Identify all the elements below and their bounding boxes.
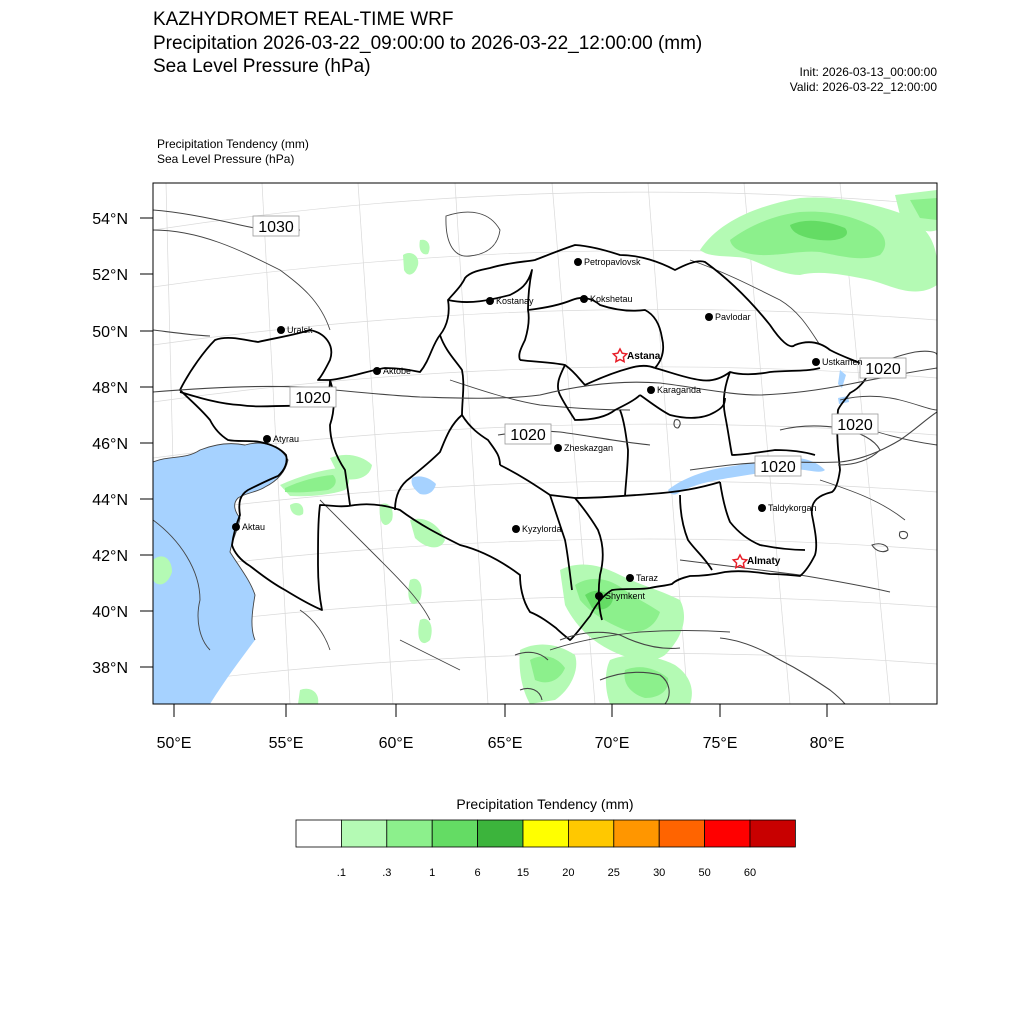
city-marker xyxy=(277,325,313,335)
svg-text:Kyzylorda: Kyzylorda xyxy=(522,524,562,534)
lat-tick-label: 38°N xyxy=(92,660,128,677)
colorbar-swatch xyxy=(614,820,659,847)
lon-tick-label: 70°E xyxy=(594,735,630,752)
svg-text:Karaganda: Karaganda xyxy=(657,385,702,395)
capital-marker xyxy=(733,555,780,568)
field-label-precip: Precipitation Tendency (mm) xyxy=(157,137,309,151)
colorbar-swatch xyxy=(568,820,613,847)
svg-text:Ustkamen: Ustkamen xyxy=(822,357,863,367)
lat-tick-label: 48°N xyxy=(92,380,128,397)
lon-tick-label: 55°E xyxy=(268,735,304,752)
svg-text:1020: 1020 xyxy=(865,361,901,378)
lat-tick-label: 40°N xyxy=(92,604,128,621)
latitude-axis xyxy=(92,211,153,677)
colorbar-tick-label: .3 xyxy=(382,867,392,879)
colorbar-tick-label: 1 xyxy=(429,867,436,879)
svg-text:Astana: Astana xyxy=(627,351,661,362)
lon-tick-label: 65°E xyxy=(487,735,523,752)
svg-text:Shymkent: Shymkent xyxy=(605,591,646,601)
colorbar-tick-label: 25 xyxy=(607,867,620,879)
colorbar-swatch xyxy=(387,820,432,847)
svg-text:Zheskazgan: Zheskazgan xyxy=(564,443,614,453)
svg-text:Atyrau: Atyrau xyxy=(273,434,300,444)
isobar-label xyxy=(253,216,299,236)
city-marker xyxy=(626,573,659,583)
colorbar-swatch xyxy=(750,820,795,847)
colorbar-tick-label: 6 xyxy=(474,867,481,879)
chart-title-line3: Sea Level Pressure (hPa) xyxy=(153,56,371,77)
city-marker xyxy=(580,294,633,304)
svg-text:Pavlodar: Pavlodar xyxy=(715,312,751,322)
isobar-label xyxy=(505,424,551,444)
capital-marker xyxy=(613,349,660,362)
colorbar-tick-label: .1 xyxy=(336,867,346,879)
svg-text:1020: 1020 xyxy=(295,390,331,407)
init-time: Init: 2026-03-13_00:00:00 xyxy=(799,65,937,79)
colorbar-swatch xyxy=(478,820,523,847)
svg-text:1020: 1020 xyxy=(510,427,546,444)
isobar-label xyxy=(860,358,906,378)
lat-tick-label: 46°N xyxy=(92,436,128,453)
city-marker xyxy=(232,522,265,532)
isobar-1020 xyxy=(153,368,937,398)
svg-text:Kokshetau: Kokshetau xyxy=(590,294,633,304)
lat-tick-label: 44°N xyxy=(92,492,128,509)
svg-text:Uralsk: Uralsk xyxy=(287,325,313,335)
colorbar-tick-label: 30 xyxy=(653,867,666,879)
colorbar-swatch xyxy=(705,820,750,847)
chart-title-line2: Precipitation 2026-03-22_09:00:00 to 2026-03-22_12:00:00 (mm) xyxy=(153,33,703,54)
colorbar-swatch xyxy=(659,820,704,847)
city-marker xyxy=(512,524,562,534)
svg-text:Taldykorgan: Taldykorgan xyxy=(768,503,817,513)
lat-tick-label: 42°N xyxy=(92,548,128,565)
svg-text:1030: 1030 xyxy=(258,219,294,236)
city-marker xyxy=(647,385,701,395)
isobar-1020-south xyxy=(690,412,937,470)
field-label-slp: Sea Level Pressure (hPa) xyxy=(157,152,295,166)
lat-tick-label: 50°N xyxy=(92,324,128,341)
svg-text:Aktau: Aktau xyxy=(242,522,266,532)
city-marker xyxy=(812,357,863,367)
city-marker xyxy=(758,503,817,513)
lat-tick-label: 54°N xyxy=(92,211,128,228)
colorbar-tick-label: 15 xyxy=(516,867,530,879)
aral-sea xyxy=(412,476,436,494)
city-marker xyxy=(574,257,641,267)
svg-text:1020: 1020 xyxy=(760,459,796,476)
colorbar-title: Precipitation Tendency (mm) xyxy=(456,796,634,812)
caspian-sea xyxy=(153,443,288,704)
lat-tick-label: 52°N xyxy=(92,267,128,284)
colorbar-swatch xyxy=(523,820,568,847)
city-marker xyxy=(554,443,613,453)
isobar-label xyxy=(832,414,878,434)
svg-text:Aktobe: Aktobe xyxy=(383,366,412,376)
svg-text:Petropavlovsk: Petropavlovsk xyxy=(584,257,641,267)
city-marker xyxy=(486,296,534,306)
colorbar xyxy=(296,820,795,847)
lon-tick-label: 60°E xyxy=(378,735,414,752)
lon-tick-label: 80°E xyxy=(809,735,845,752)
city-marker xyxy=(373,366,411,376)
colorbar-tick-label: 20 xyxy=(562,867,575,879)
isobar-label xyxy=(290,387,336,407)
svg-text:Almaty: Almaty xyxy=(747,556,781,567)
city-marker xyxy=(263,434,299,444)
city-marker xyxy=(705,312,751,322)
valid-time: Valid: 2026-03-22_12:00:00 xyxy=(789,80,937,94)
colorbar-swatch xyxy=(432,820,477,847)
svg-text:Taraz: Taraz xyxy=(636,573,659,583)
colorbar-swatch xyxy=(296,820,341,847)
lon-tick-label: 75°E xyxy=(702,735,738,752)
longitude-axis xyxy=(157,704,845,752)
svg-text:Kostanay: Kostanay xyxy=(496,296,534,306)
colorbar-tick-label: 60 xyxy=(743,867,757,879)
chart-title-line1: KAZHYDROMET REAL-TIME WRF xyxy=(153,9,454,30)
colorbar-swatch xyxy=(341,820,386,847)
svg-text:1020: 1020 xyxy=(837,417,873,434)
isobar-label xyxy=(755,456,801,476)
colorbar-tick-label: 50 xyxy=(698,867,711,879)
lon-tick-label: 50°E xyxy=(156,735,192,752)
